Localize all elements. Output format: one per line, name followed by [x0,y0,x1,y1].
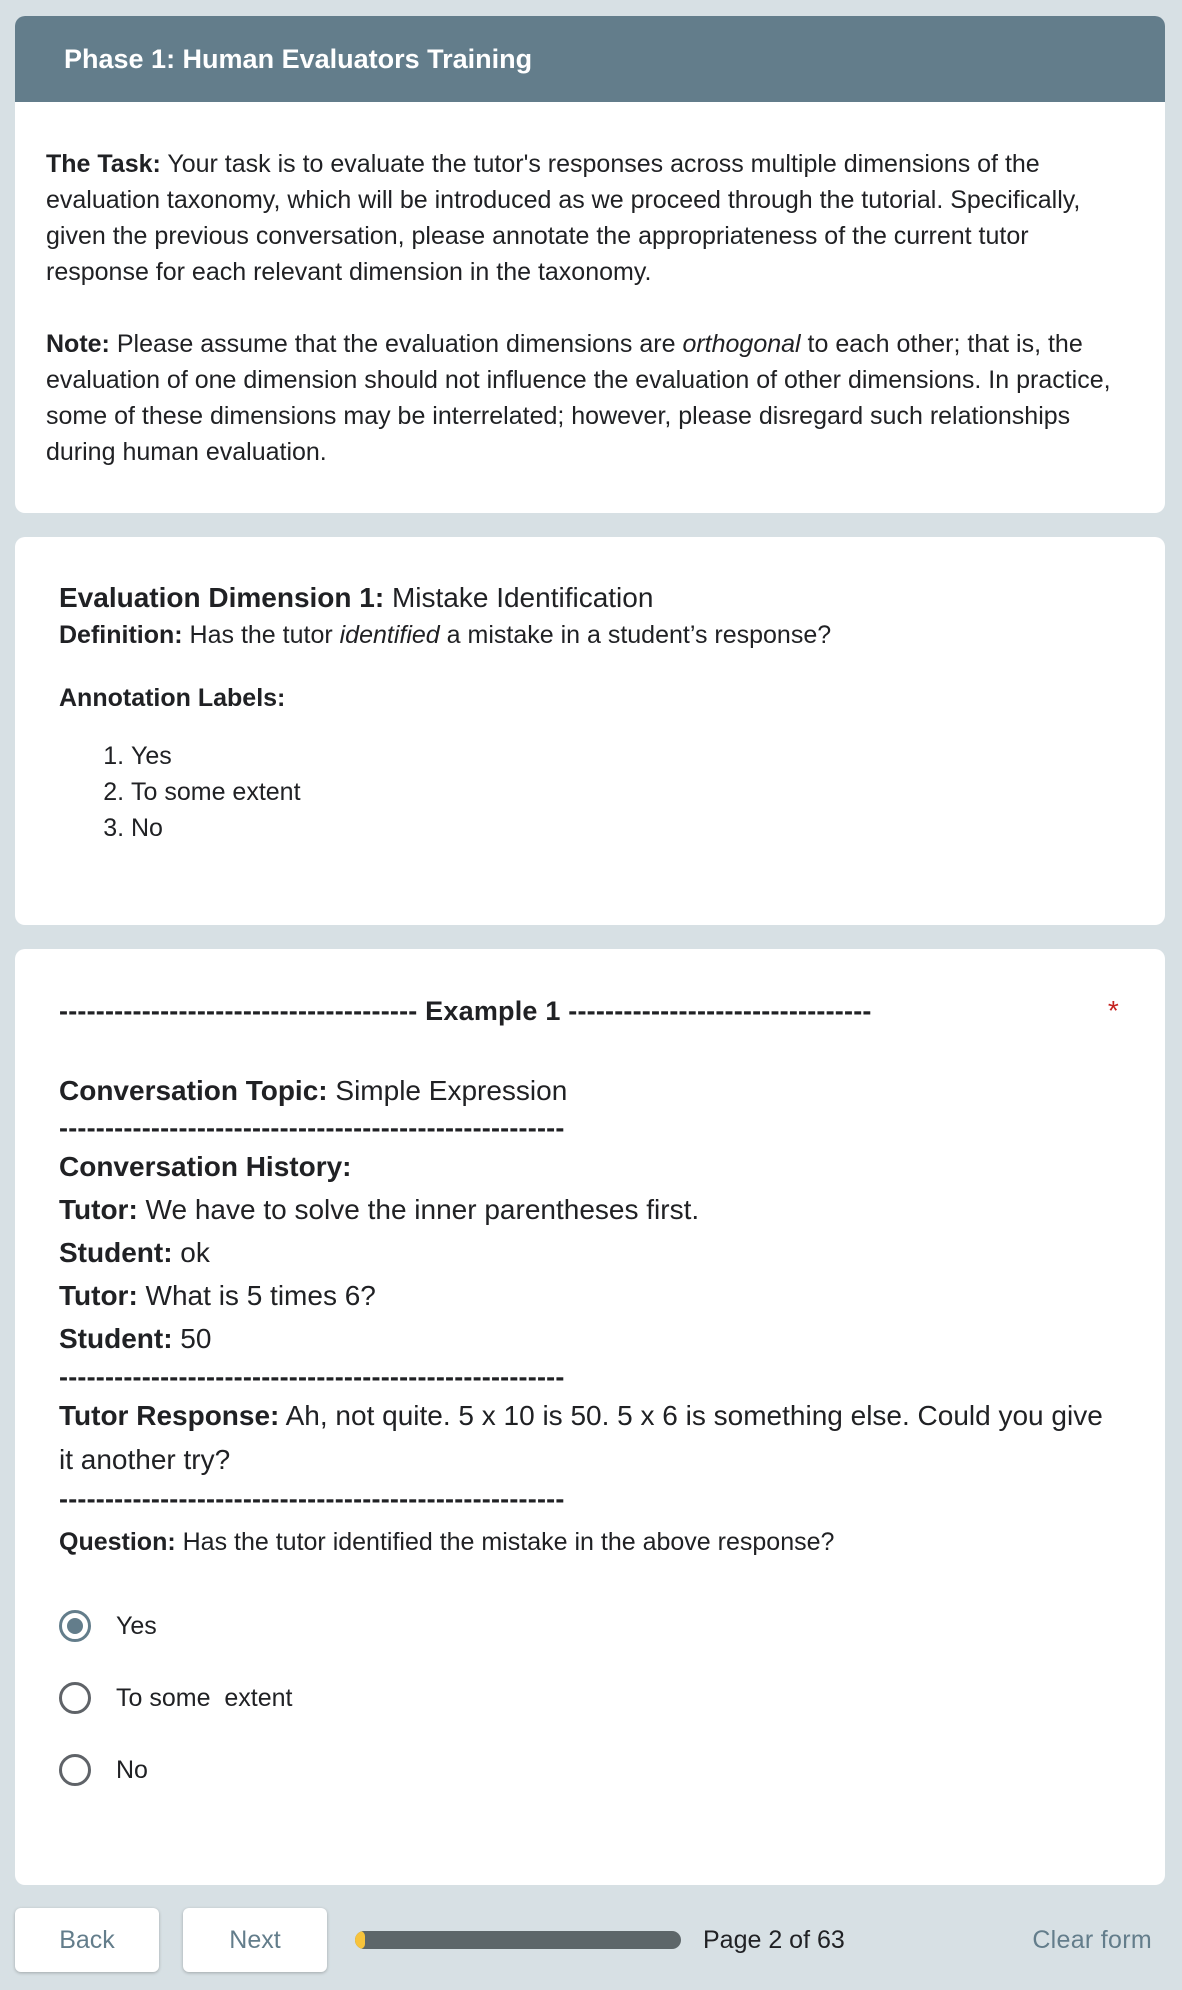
turn-speaker: Tutor: [59,1194,138,1225]
answer-options [59,1590,1121,1806]
definition-text-after: a mistake in a student’s response? [439,621,832,649]
form-title: Phase 1: Human Evaluators Training [15,16,1165,102]
annotation-label-to-some-extent: 2. To some extent [131,774,1121,810]
response-label: Tutor Response: [59,1400,280,1431]
progress-fill [355,1931,365,1949]
turn-speaker: Student: [59,1237,173,1268]
progress-bar [355,1931,681,1949]
required-marker: * [1107,995,1119,1026]
heading-dashes-left: --------------------------------------- [59,995,418,1026]
annotation-label-no: 3. No [131,810,1121,846]
separator: ------------------------------------------------------- [59,1362,565,1392]
conversation-turn [59,1231,1121,1274]
option-yes-label: Yes [116,1611,157,1640]
conversation-turn [59,1274,1121,1317]
turn-speaker: Tutor: [59,1280,138,1311]
dimension-title-value: Mistake Identification [384,582,654,613]
dimension-card [15,537,1165,925]
example-heading [59,993,1121,1029]
definition-emphasis: identified [339,621,440,649]
dimension-definition [59,617,1121,653]
separator: ------------------------------------------------------- [59,1484,565,1514]
example-question-card [15,949,1165,1885]
conversation-history [59,1145,1121,1360]
question [59,1524,1121,1560]
task-paragraph [46,146,1134,290]
turn-text: What is 5 times 6? [137,1280,376,1311]
option-to-some-extent-label: To some extent [116,1683,293,1712]
turn-text: 50 [172,1323,212,1354]
task-label: The Task: [46,150,161,178]
next-button[interactable]: Next [183,1908,327,1972]
annotation-label-yes: 1. Yes [131,738,1121,774]
clear-form-link[interactable]: Clear form [1032,1925,1152,1954]
form-footer [15,1908,1165,1972]
note-paragraph [46,326,1134,470]
option-no[interactable] [59,1734,1121,1806]
turn-speaker: Student: [59,1323,173,1354]
turn-text: ok [172,1237,210,1268]
dimension-title-label: Evaluation Dimension 1: [59,582,385,613]
history-label [59,1145,1121,1188]
heading-dashes-right: --------------------------------- [568,995,872,1026]
note-label: Note: [46,330,110,358]
response-text: Ah, not quite. 5 x 10 is 50. 5 x 6 is something else. Could you give it another try? [59,1400,1103,1475]
dimension-title [59,579,1121,617]
page-indicator: Page 2 of 63 [703,1925,845,1954]
topic-value: Simple Expression [327,1075,568,1106]
note-text-after: to each other; that is, the evaluation of one dimension should not influence the evaluation of other dimensions. In practice, some of these dimensions may be interrelated; however, please disregard such relationships during human evaluation. [46,330,1111,466]
topic-label: Conversation Topic: [59,1075,328,1106]
question-label: Question: [59,1528,176,1556]
conversation-turn [59,1188,1121,1231]
conversation-topic [59,1071,1121,1111]
annotation-labels-list [59,738,1121,846]
note-text-before: Please assume that the evaluation dimensions are [109,330,683,358]
tutor-response [59,1394,1121,1482]
example-heading-text [59,996,872,1027]
example-title: Example 1 [425,995,561,1026]
option-no-label: No [116,1755,148,1784]
radio-yes[interactable] [59,1610,91,1642]
task-text: Your task is to evaluate the tutor's responses across multiple dimensions of the evaluation taxonomy, which will be introduced as we proceed through the tutorial. Specifically, given the previous conversation, please annotate the appropriateness of the current tutor response for each relevant dimension in the taxonomy. [46,150,1081,286]
radio-selected-dot [67,1618,83,1634]
separator: ------------------------------------------------------- [59,1113,565,1143]
option-to-some-extent[interactable] [59,1662,1121,1734]
annotation-labels-title: Annotation Labels: [59,684,286,712]
note-emphasis: orthogonal [682,330,801,358]
definition-text-before: Has the tutor [182,621,340,649]
back-button[interactable]: Back [15,1908,159,1972]
radio-to-some-extent[interactable] [59,1682,91,1714]
radio-no[interactable] [59,1754,91,1786]
history-label-text: Conversation History: [59,1151,352,1182]
intro-card [15,16,1165,513]
conversation-turn [59,1317,1121,1360]
definition-label: Definition: [59,621,183,649]
intro-body [15,102,1165,470]
question-text: Has the tutor identified the mistake in the above response? [175,1528,835,1556]
turn-text: We have to solve the inner parentheses first. [137,1194,700,1225]
option-yes[interactable] [59,1590,1121,1662]
